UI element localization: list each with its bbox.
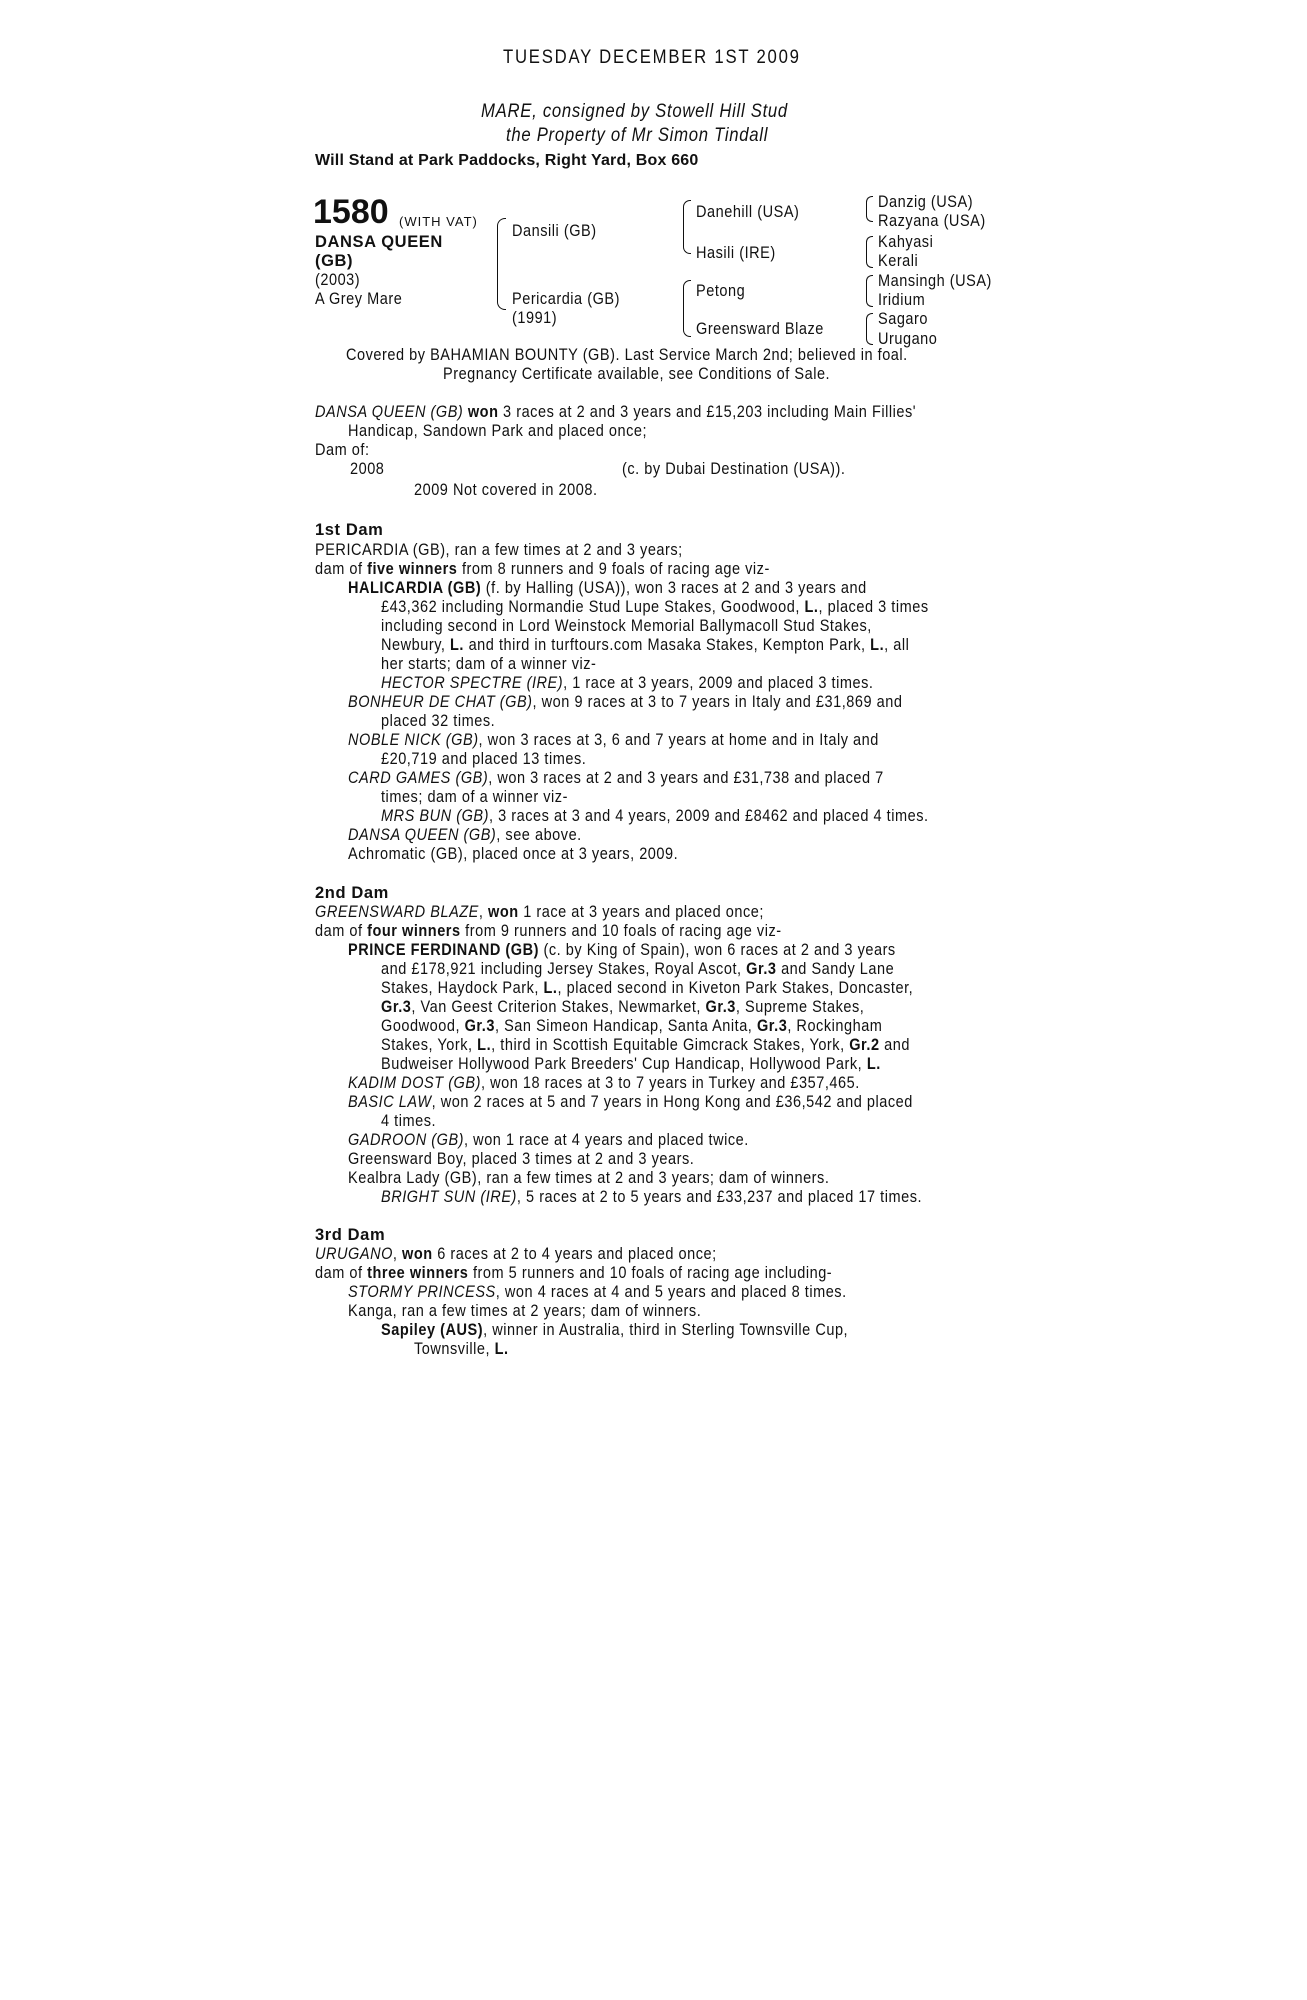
horse-name: PRINCE FERDINAND (GB) bbox=[348, 941, 539, 959]
horse-origin: (GB) bbox=[315, 252, 354, 270]
pf-line1 bbox=[348, 941, 896, 960]
text: , placed 3 times bbox=[818, 598, 929, 616]
record-won: won bbox=[467, 403, 499, 421]
pedigree-sdd: Kerali bbox=[878, 252, 919, 270]
bright-sun bbox=[381, 1188, 922, 1207]
sapiley-line1 bbox=[381, 1321, 848, 1340]
horse-name: NOBLE NICK (GB) bbox=[348, 731, 479, 749]
horse-name: KADIM DOST (GB) bbox=[348, 1074, 481, 1092]
text: from 9 runners and 10 foals of racing age viz- bbox=[460, 922, 782, 940]
kadim-dost bbox=[348, 1074, 860, 1093]
race-record-line2: Handicap, Sandown Park and placed once; bbox=[348, 422, 648, 440]
sale-date: TUESDAY DECEMBER 1ST 2009 bbox=[503, 47, 801, 68]
horse-name: BASIC LAW bbox=[348, 1093, 432, 1111]
text: £43,362 including Normandie Stud Lupe Stakes, Goodwood, bbox=[381, 598, 805, 616]
text: (c. by King of Spain), won 6 races at 2 and 3 years bbox=[538, 941, 896, 959]
halicardia-line5: her starts; dam of a winner viz- bbox=[381, 655, 597, 673]
noble-line2: £20,719 and placed 13 times. bbox=[381, 750, 587, 768]
pedigree-dsd: Iridium bbox=[878, 291, 926, 309]
horse-name: HECTOR SPECTRE (IRE) bbox=[381, 674, 564, 692]
halicardia-name: HALICARDIA (GB) bbox=[348, 579, 482, 597]
halicardia-line2 bbox=[381, 598, 929, 617]
pedigree-brace-1 bbox=[497, 218, 506, 310]
pedigree-dam-year: (1991) bbox=[512, 309, 558, 327]
text: , won 2 races at 5 and 7 years in Hong Kong and £36,542 and placed bbox=[431, 1093, 913, 1111]
listed-marker: L. bbox=[450, 636, 465, 654]
text: Goodwood, bbox=[381, 1017, 465, 1035]
pedigree-sire-dam: Hasili (IRE) bbox=[696, 244, 776, 262]
race-record-line1 bbox=[315, 403, 916, 422]
pedigree-sire-sire: Danehill (USA) bbox=[696, 203, 800, 221]
pedigree-dam: Pericardia (GB) bbox=[512, 290, 620, 308]
text: and £178,921 including Jersey Stakes, Royal Ascot, bbox=[381, 960, 747, 978]
text: , third in Scottish Equitable Gimcrack Stakes, York, bbox=[491, 1036, 850, 1054]
text: , Supreme Stakes, bbox=[735, 998, 865, 1016]
pedigree-dds: Sagaro bbox=[878, 310, 928, 328]
horse-name: GADROON (GB) bbox=[348, 1131, 465, 1149]
bonheur-line1 bbox=[348, 693, 902, 712]
text: 6 races at 2 to 4 years and placed once; bbox=[432, 1245, 717, 1263]
first-dam-line1: PERICARDIA (GB), ran a few times at 2 and 3 years; bbox=[315, 541, 683, 559]
pedigree-brace-3d bbox=[866, 313, 873, 345]
text: , winner in Australia, third in Sterling Townsville Cup, bbox=[483, 1321, 849, 1339]
third-dam-line1 bbox=[315, 1245, 717, 1264]
listed-marker: L. bbox=[870, 636, 885, 654]
text: , won 1 race at 4 years and placed twice. bbox=[464, 1131, 749, 1149]
third-dam-line2 bbox=[315, 1264, 832, 1283]
text: Stakes, Haydock Park, bbox=[381, 979, 544, 997]
second-dam-line2 bbox=[315, 922, 782, 941]
covered-line2: Pregnancy Certificate available, see Conditions of Sale. bbox=[443, 365, 831, 383]
card-line1 bbox=[348, 769, 884, 788]
text: , all bbox=[884, 636, 910, 654]
basic-law-line1 bbox=[348, 1093, 913, 1112]
bonheur-line2: placed 32 times. bbox=[381, 712, 496, 730]
text: and bbox=[879, 1036, 910, 1054]
produce-2009: 2009 Not covered in 2008. bbox=[414, 481, 598, 499]
kanga: Kanga, ran a few times at 2 years; dam of winners. bbox=[348, 1302, 702, 1320]
text: (f. by Halling (USA)), won 3 races at 2 and 3 years and bbox=[481, 579, 867, 597]
text: dam of bbox=[315, 1264, 368, 1282]
second-dam-heading: 2nd Dam bbox=[315, 884, 389, 902]
listed-marker: L. bbox=[543, 979, 558, 997]
pedigree-brace-dam bbox=[683, 280, 691, 337]
pedigree-brace-3b bbox=[866, 236, 873, 268]
pf-line6 bbox=[381, 1036, 910, 1055]
vat-note: (WITH VAT) bbox=[399, 214, 478, 229]
first-dam-line2 bbox=[315, 560, 770, 579]
text: Townsville, bbox=[414, 1340, 495, 1358]
stand-location: Will Stand at Park Paddocks, Right Yard, Box 660 bbox=[315, 152, 699, 169]
text: , Van Geest Criterion Stakes, Newmarket, bbox=[411, 998, 706, 1016]
text: and Sandy Lane bbox=[776, 960, 895, 978]
won: won bbox=[402, 1245, 433, 1263]
horse-name: MRS BUN (GB) bbox=[381, 807, 489, 825]
group-marker: Gr.3 bbox=[464, 1017, 495, 1035]
text: , San Simeon Handicap, Santa Anita, bbox=[494, 1017, 757, 1035]
text: , won 3 races at 2 and 3 years and £31,738 and placed 7 bbox=[488, 769, 884, 787]
pedigree-sire: Dansili (GB) bbox=[512, 222, 597, 240]
text: , 5 races at 2 to 5 years and £33,237 and placed 17 times. bbox=[516, 1188, 923, 1206]
record-rest: 3 races at 2 and 3 years and £15,203 including Main Fillies' bbox=[498, 403, 917, 421]
pedigree-brace-3c bbox=[866, 275, 873, 307]
horse-name: DANSA QUEEN bbox=[315, 233, 443, 251]
text: , bbox=[392, 1245, 403, 1263]
text: , won 4 races at 4 and 5 years and placed 8 times. bbox=[495, 1283, 847, 1301]
basic-law-line2: 4 times. bbox=[381, 1112, 437, 1130]
pedigree-brace-sire bbox=[683, 200, 691, 254]
record-horse-name: DANSA QUEEN (GB) bbox=[315, 403, 464, 421]
horse-name: URUGANO bbox=[315, 1245, 393, 1263]
sapiley-line2 bbox=[414, 1340, 509, 1359]
text: , won 18 races at 3 to 7 years in Turkey and £357,465. bbox=[480, 1074, 860, 1092]
lot-description-line1: MARE, consigned by Stowell Hill Stud bbox=[481, 101, 788, 122]
text: from 5 runners and 10 foals of racing age including- bbox=[468, 1264, 833, 1282]
halicardia-line4 bbox=[381, 636, 909, 655]
text: Newbury, bbox=[381, 636, 451, 654]
text: dam of bbox=[315, 922, 368, 940]
group-marker: Gr.3 bbox=[705, 998, 736, 1016]
three-winners: three winners bbox=[367, 1264, 469, 1282]
horse-description: A Grey Mare bbox=[315, 290, 403, 308]
horse-year: (2003) bbox=[315, 271, 361, 289]
halicardia-line1 bbox=[348, 579, 867, 598]
lot-description-line2: the Property of Mr Simon Tindall bbox=[506, 125, 769, 146]
horse-name: DANSA QUEEN (GB) bbox=[348, 826, 497, 844]
listed-marker: L. bbox=[494, 1340, 509, 1358]
produce-2008-year: 2008 bbox=[350, 460, 385, 478]
text: 1 race at 3 years and placed once; bbox=[518, 903, 764, 921]
group-marker: Gr.3 bbox=[756, 1017, 788, 1035]
pedigree-sds: Kahyasi bbox=[878, 233, 934, 251]
halicardia-line3: including second in Lord Weinstock Memorial Ballymacoll Stud Stakes, bbox=[381, 617, 872, 635]
covered-line1: Covered by BAHAMIAN BOUNTY (GB). Last Service March 2nd; believed in foal. bbox=[346, 346, 908, 364]
text: , won 9 races at 3 to 7 years in Italy and £31,869 and bbox=[532, 693, 903, 711]
pedigree-ssd: Razyana (USA) bbox=[878, 212, 986, 230]
text: dam of bbox=[315, 560, 368, 578]
lot-number: 1580 bbox=[313, 193, 389, 231]
hector-spectre bbox=[381, 674, 873, 693]
horse-name: CARD GAMES (GB) bbox=[348, 769, 489, 787]
pedigree-dss: Mansingh (USA) bbox=[878, 272, 992, 290]
stormy-princess bbox=[348, 1283, 847, 1302]
achromatic: Achromatic (GB), placed once at 3 years, 2009. bbox=[348, 845, 679, 863]
pf-line7 bbox=[381, 1055, 881, 1074]
horse-name: BRIGHT SUN (IRE) bbox=[381, 1188, 517, 1206]
group-marker: Gr.3 bbox=[746, 960, 777, 978]
four-winners: four winners bbox=[367, 922, 461, 940]
pedigree-ddd: Urugano bbox=[878, 330, 938, 348]
text: , 1 race at 3 years, 2009 and placed 3 times. bbox=[563, 674, 874, 692]
won: won bbox=[488, 903, 519, 921]
greensward-boy: Greensward Boy, placed 3 times at 2 and 3 years. bbox=[348, 1150, 695, 1168]
horse-name: Sapiley (AUS) bbox=[381, 1321, 484, 1339]
text: , won 3 races at 3, 6 and 7 years at home and in Italy and bbox=[478, 731, 879, 749]
pedigree-dam-sire: Petong bbox=[696, 282, 746, 300]
horse-name: STORMY PRINCESS bbox=[348, 1283, 496, 1301]
text: and third in turftours.com Masaka Stakes, Kempton Park, bbox=[464, 636, 871, 654]
horse-name: GREENSWARD BLAZE bbox=[315, 903, 479, 921]
text: , Rockingham bbox=[787, 1017, 883, 1035]
produce-2008-desc: (c. by Dubai Destination (USA)). bbox=[622, 460, 846, 478]
third-dam-heading: 3rd Dam bbox=[315, 1226, 386, 1244]
second-dam-line1 bbox=[315, 903, 764, 922]
pf-line2 bbox=[381, 960, 894, 979]
kealbra-lady: Kealbra Lady (GB), ran a few times at 2 and 3 years; dam of winners. bbox=[348, 1169, 830, 1187]
pf-line3 bbox=[381, 979, 913, 998]
listed-marker: L. bbox=[804, 598, 819, 616]
pf-line5 bbox=[381, 1017, 882, 1036]
text: Stakes, York, bbox=[381, 1036, 478, 1054]
group-marker: Gr.2 bbox=[849, 1036, 880, 1054]
pf-line4 bbox=[381, 998, 864, 1017]
card-line2: times; dam of a winner viz- bbox=[381, 788, 568, 806]
pedigree-dam-dam: Greensward Blaze bbox=[696, 320, 824, 338]
text: , placed second in Kiveton Park Stakes, Doncaster, bbox=[557, 979, 914, 997]
horse-name: BONHEUR DE CHAT (GB) bbox=[348, 693, 533, 711]
text: from 8 runners and 9 foals of racing age viz- bbox=[457, 560, 770, 578]
pedigree-brace-3a bbox=[866, 196, 873, 222]
listed-marker: L. bbox=[477, 1036, 492, 1054]
dansa-see-above bbox=[348, 826, 582, 845]
noble-line1 bbox=[348, 731, 879, 750]
mrs-bun bbox=[381, 807, 929, 826]
text: Budweiser Hollywood Park Breeders' Cup Handicap, Hollywood Park, bbox=[381, 1055, 867, 1073]
text: , 3 races at 3 and 4 years, 2009 and £8462 and placed 4 times. bbox=[488, 807, 929, 825]
pedigree-sss: Danzig (USA) bbox=[878, 193, 974, 211]
text: , bbox=[478, 903, 489, 921]
dam-of-label: Dam of: bbox=[315, 441, 370, 459]
group-marker: Gr.3 bbox=[381, 998, 412, 1016]
gadroon bbox=[348, 1131, 749, 1150]
listed-marker: L. bbox=[866, 1055, 881, 1073]
first-dam-heading: 1st Dam bbox=[315, 521, 384, 539]
text: , see above. bbox=[496, 826, 582, 844]
five-winners: five winners bbox=[367, 560, 458, 578]
